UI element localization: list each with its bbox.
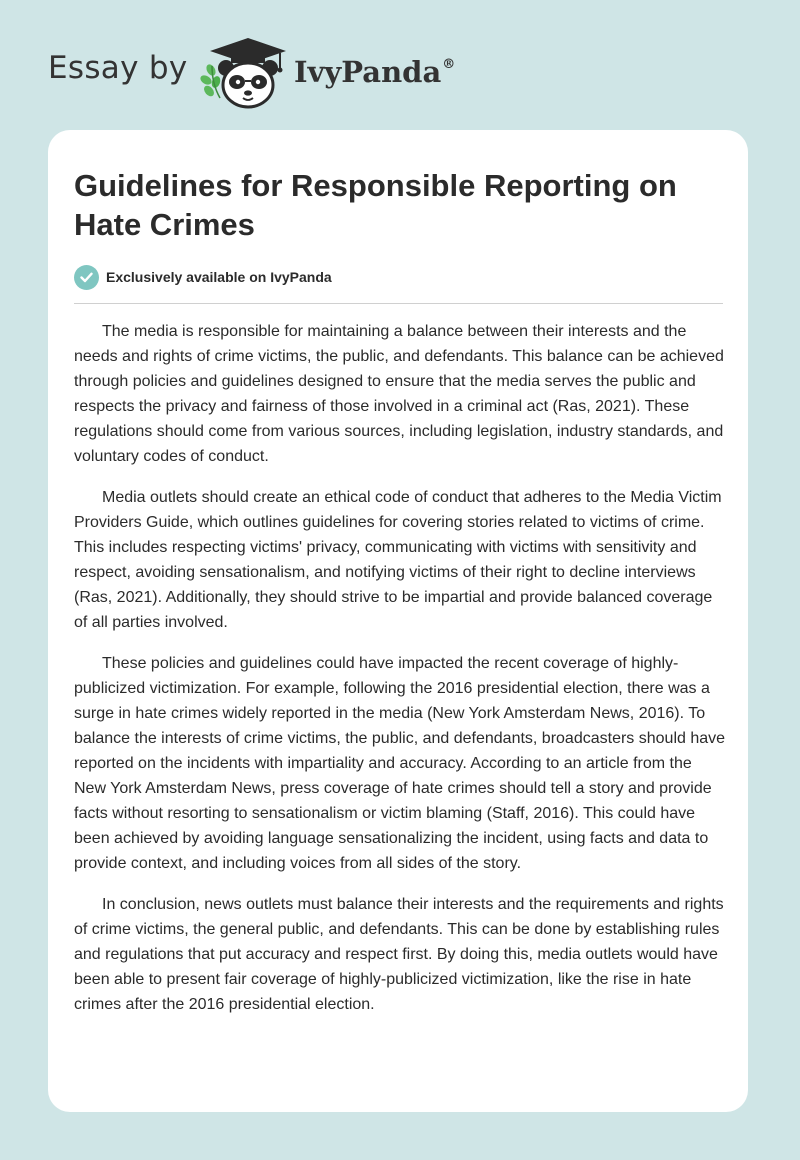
paragraph: Media outlets should create an ethical code of conduct that adheres to the Media Victim Providers Guide, which outlines guidelines for covering stories related to victims of crime. This includes respecting victims' privacy, communicating with victims with sensitivity and respect, avoiding sensationalism, and notifying victims of their right to decline interviews (Ras, 2021). Additionally, they should strive to be impartial and provide balanced coverage of all parties involved. (74, 489, 722, 631)
divider (74, 303, 723, 304)
badge-label: Exclusively available on IvyPanda (106, 269, 332, 285)
panda-graduate-icon[interactable] (198, 36, 290, 110)
paragraph: These policies and guidelines could have impacted the recent coverage of highly-publicized victimization. For example, following the 2016 presidential election, there was a surge in hate crimes widely reported in the media (New York Amsterdam News, 2016). To balance the interests of crime victims, the public, and defendants, broadcasters should have reported on the incidents with impartiality and accuracy. According to an article from the New York Amsterdam News, press coverage of hate crimes should tell a story and provide facts without resorting to sensationalism or victim blaming (Staff, 2016). This could have been achieved by avoiding language sensationalizing the incident, using facts and data to provide context, and including voices from all sides of the story. (74, 655, 726, 872)
essay-body (74, 319, 726, 1033)
registered-mark: ® (442, 57, 456, 72)
exclusive-badge (74, 264, 332, 290)
paragraph: In conclusion, news outlets must balance their interests and the requirements and rights of crime victims, the general public, and defendants. This can be done by establishing rules and regulations that put accuracy and respect first. By doing this, media outlets would have been able to present fair coverage of highly-publicized victimization, like the rise in hate crimes after the 2016 presidential election. (74, 896, 724, 1013)
essay-card (48, 130, 748, 1112)
brand-prefix: Essay by (48, 50, 188, 86)
site-header (0, 0, 800, 130)
paragraph: The media is responsible for maintaining a balance between their interests and the needs and rights of crime victims, the public, and defendants. This balance can be achieved through policies and guidelines designed to ensure that the media serves the public and respects the privacy and fairness of those involved in a criminal act (Ras, 2021). These regulations should come from various sources, including legislation, industry standards, and voluntary codes of conduct. (74, 323, 724, 465)
brand-name[interactable] (294, 55, 455, 89)
essay-title: Guidelines for Responsible Reporting on Hate Crimes (74, 168, 677, 242)
brand-name-text: IvyPanda (294, 55, 442, 89)
check-circle-icon (74, 265, 99, 290)
